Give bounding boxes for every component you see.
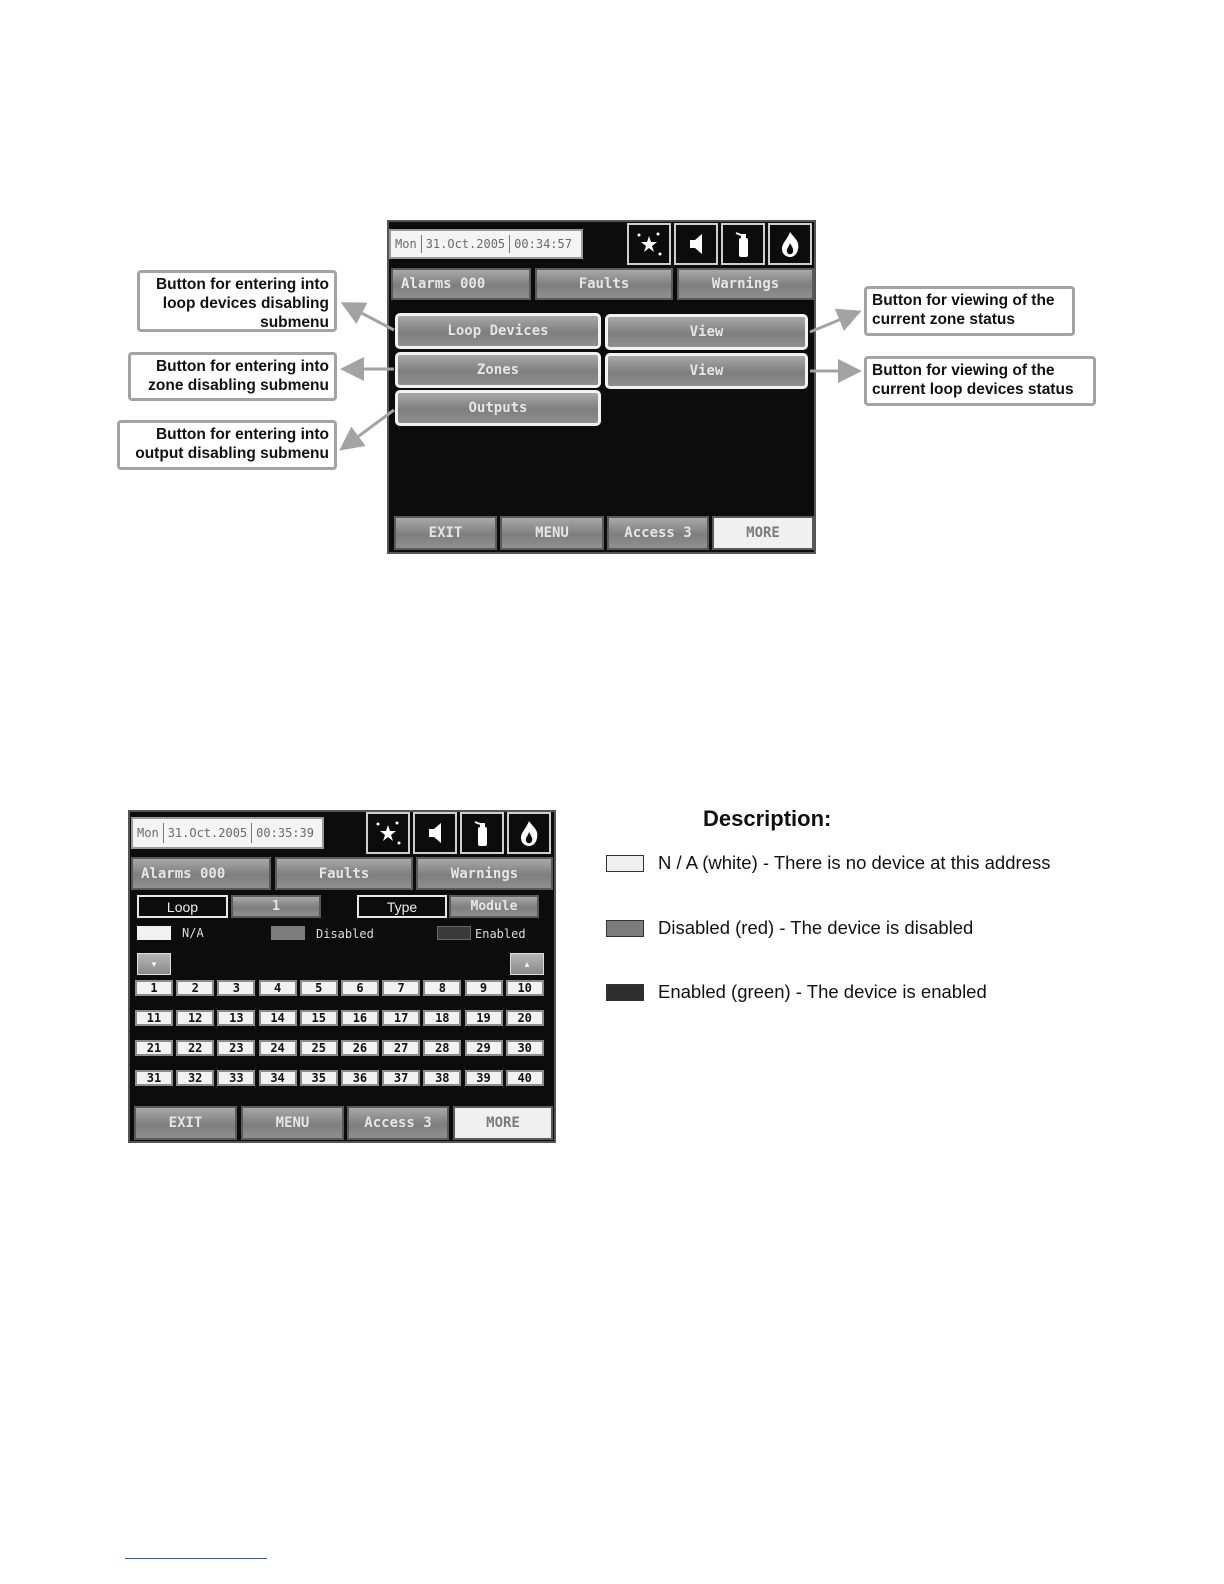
date-value: 31.Oct.2005 [425,237,506,251]
date-value: 31.Oct.2005 [167,826,248,840]
address-cell[interactable]: 23 [217,1040,255,1056]
extinguisher-icon-button[interactable] [460,812,504,854]
address-cell[interactable]: 10 [506,980,544,996]
swatch-na [606,855,644,872]
description-enabled [606,981,987,1003]
date-day: Mon [395,237,417,251]
annotation-arrows [0,0,1224,600]
datetime-display-2 [131,817,324,849]
legend-enabled-swatch [437,926,471,940]
address-cell[interactable]: 32 [176,1070,214,1086]
description-na-text: N / A (white) - There is no device at this address [658,852,1051,873]
address-cell[interactable]: 15 [300,1010,338,1026]
callout-line: Button for viewing of the [872,362,1055,379]
type-label: Type [357,895,447,918]
fire-icon-button[interactable] [507,812,551,854]
callout-line: Button for viewing of the [872,292,1055,309]
address-cell[interactable]: 34 [259,1070,297,1086]
menu-button[interactable]: MENU [500,516,604,550]
swatch-disabled [606,920,644,937]
time-value: 00:35:39 [256,826,314,840]
date-day: Mon [137,826,159,840]
address-cell[interactable]: 5 [300,980,338,996]
legend-na-swatch [137,926,171,940]
address-cell[interactable]: 24 [259,1040,297,1056]
address-cell[interactable]: 26 [341,1040,379,1056]
address-cell[interactable]: 20 [506,1010,544,1026]
exit-button[interactable]: EXIT [394,516,497,550]
zones-button[interactable]: Zones [395,352,601,388]
scroll-down-button[interactable]: ▾ [137,953,171,975]
legend-na-label: N/A [182,926,204,940]
address-cell[interactable]: 39 [465,1070,503,1086]
address-cell[interactable]: 30 [506,1040,544,1056]
legend-disabled-swatch [271,926,305,940]
alarms-button[interactable]: Alarms 000 [391,268,531,300]
legend-disabled-label: Disabled [316,927,374,941]
address-cell[interactable]: 22 [176,1040,214,1056]
access-button[interactable]: Access 3 [347,1106,449,1140]
description-na [606,852,1050,874]
address-cell[interactable]: 17 [382,1010,420,1026]
address-cell[interactable]: 13 [217,1010,255,1026]
address-cell[interactable]: 16 [341,1010,379,1026]
address-cell[interactable]: 18 [423,1010,461,1026]
address-cell[interactable]: 38 [423,1070,461,1086]
exit-button[interactable]: EXIT [134,1106,237,1140]
sparkle-icon-button[interactable] [366,812,410,854]
address-cell[interactable]: 11 [135,1010,173,1026]
arrow-outputs [344,410,394,447]
loop-selector[interactable]: 1 [231,895,321,918]
speaker-icon-button[interactable] [413,812,457,854]
callout-line: Button for entering into [155,358,329,375]
description-disabled-text: Disabled (red) - The device is disabled [658,917,974,938]
swatch-enabled [606,984,644,1001]
faults-button[interactable]: Faults [535,268,673,300]
address-cell[interactable]: 7 [382,980,420,996]
address-cell[interactable]: 4 [259,980,297,996]
callout-line: output disabling submenu [135,445,329,462]
outputs-button[interactable]: Outputs [395,390,601,426]
type-selector[interactable]: Module [449,895,539,918]
address-cell[interactable]: 37 [382,1070,420,1086]
scroll-up-button[interactable]: ▴ [510,953,544,975]
callout-line: current loop devices status [872,381,1074,398]
callout-line: Button for entering into [155,426,329,443]
address-cell[interactable]: 3 [217,980,255,996]
address-cell[interactable]: 21 [135,1040,173,1056]
extinguisher-icon [468,818,496,848]
arrow-view-zone [810,313,856,332]
address-cell[interactable]: 25 [300,1040,338,1056]
arrow-loop-devices [346,305,394,330]
callout-line: current zone status [872,311,1015,328]
address-cell[interactable]: 12 [176,1010,214,1026]
sparkle-icon [374,819,402,847]
view-loop-status-button[interactable]: View [605,353,808,389]
description-title: Description: [703,806,832,831]
fire-icon [515,818,543,848]
address-cell[interactable]: 2 [176,980,214,996]
more-button[interactable]: MORE [712,516,814,550]
address-cell[interactable]: 6 [341,980,379,996]
callout-line: Button for entering into [155,276,329,293]
callout-line: loop devices disabling [162,295,329,312]
legend-enabled-label: Enabled [475,927,526,941]
view-zone-status-button[interactable]: View [605,314,808,350]
address-cell[interactable]: 36 [341,1070,379,1086]
address-cell[interactable]: 31 [135,1070,173,1086]
loop-label: Loop [137,895,228,918]
address-grid [135,980,549,1086]
description-disabled [606,917,973,939]
address-cell[interactable]: 35 [300,1070,338,1086]
alarms-button[interactable]: Alarms 000 [131,857,271,890]
footer-rule [125,1558,267,1559]
warnings-button[interactable]: Warnings [677,268,814,300]
address-cell[interactable]: 14 [259,1010,297,1026]
menu-button[interactable]: MENU [241,1106,344,1140]
access-button[interactable]: Access 3 [607,516,709,550]
more-button[interactable]: MORE [453,1106,553,1140]
address-cell[interactable]: 33 [217,1070,255,1086]
loop-devices-button[interactable]: Loop Devices [395,313,601,349]
callout-line: submenu [260,314,329,331]
warnings-button[interactable]: Warnings [416,857,553,890]
address-cell[interactable]: 1 [135,980,173,996]
faults-button[interactable]: Faults [275,857,413,890]
address-cell[interactable]: 28 [423,1040,461,1056]
address-cell[interactable]: 29 [465,1040,503,1056]
time-value: 00:34:57 [514,237,572,251]
speaker-icon [421,819,449,847]
address-cell[interactable]: 8 [423,980,461,996]
address-cell[interactable]: 40 [506,1070,544,1086]
address-cell[interactable]: 19 [465,1010,503,1026]
callout-line: zone disabling submenu [148,377,329,394]
address-cell[interactable]: 27 [382,1040,420,1056]
address-cell[interactable]: 9 [465,980,503,996]
description-enabled-text: Enabled (green) - The device is enabled [658,981,987,1002]
